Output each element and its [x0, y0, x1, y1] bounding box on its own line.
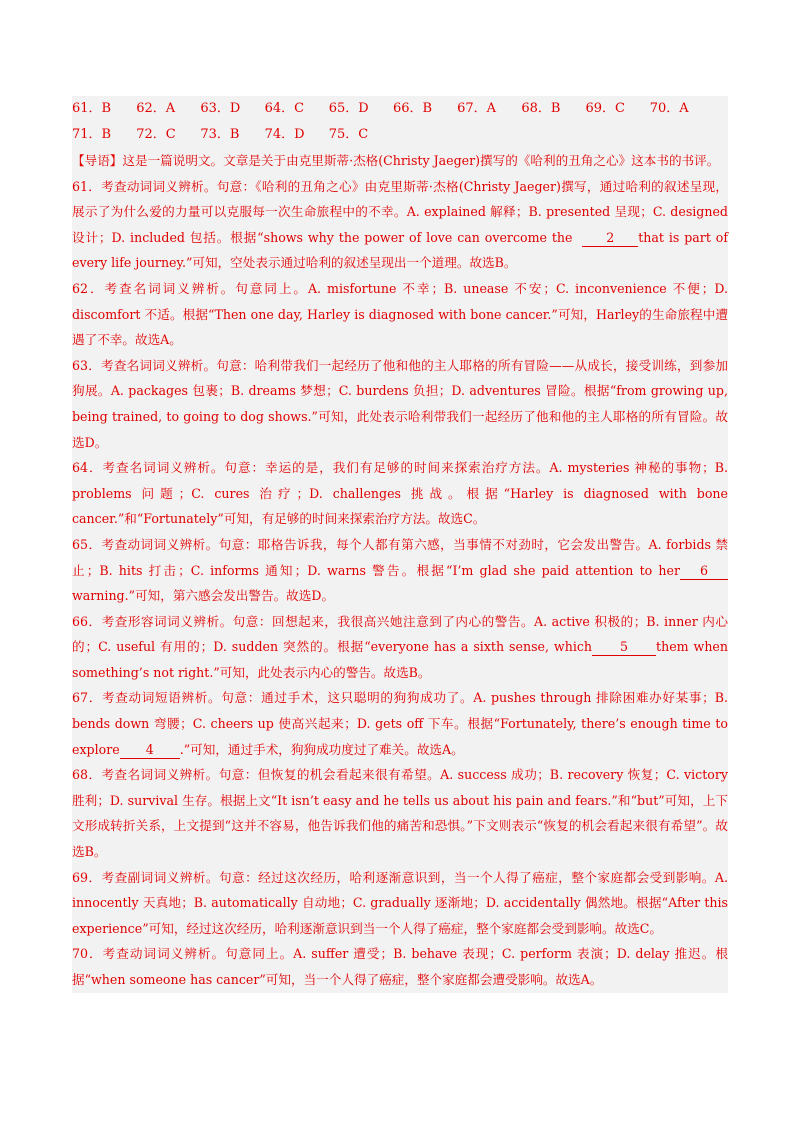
explanation-67 [72, 685, 728, 762]
answer-63: 63．D [200, 101, 241, 116]
answer-61: 61．B [72, 101, 112, 116]
explanation-66-text: 66．考查形容词词义辨析。句意：回想起来，我很高兴她注意到了内心的警告。A. active 积极的；B. inner 内心的；C. useful 有用的；D. sudden 突然的。根据“everyone has a sixth sense, which [72, 613, 728, 655]
answer-row-1 [72, 96, 728, 122]
answer-69: 69．C [585, 101, 625, 116]
explanation-64: 64．考查名词词义辨析。句意：幸运的是，我们有足够的时间来探索治疗方法。A. mysteries 神秘的事物；B. problems 问题；C. cures 治疗；D. challenges 挑战。根据“Harley is diagnosed with bone cancer.”和“Fortunately”可知，有足够的时间来探索治疗方法。故选C。 [72, 460, 728, 527]
answer-66: 66．B [392, 101, 433, 116]
answer-65: 65．D [328, 101, 369, 116]
explanation-65 [72, 532, 728, 609]
answer-74: 74．D [264, 127, 305, 142]
answer-62: 62．A [136, 101, 176, 116]
answer-75: 75．C [328, 127, 369, 142]
explanation-68: 68．考查名词词义辨析。句意：但恢复的机会看起来很有希望。A. success 成功；B. recovery 恢复；C. victory 胜利；D. survival 生存。根据上文“It isn’t easy and he tells us about his pain and fears.”和“but”可知，上下文形成转折关系，上文提到“这并不容易，他告诉我们他的痛苦和恐惧。”下文则表示“恢复的机会看起来很有希望”。故选B。 [72, 767, 728, 860]
answer-67: 67．A [457, 101, 497, 116]
blank-2: 2 [582, 230, 638, 247]
answer-72: 72．C [136, 127, 176, 142]
blank-4: 4 [120, 742, 180, 759]
explanation-63: 63．考查名词词义辨析。句意：哈利带我们一起经历了他和他的主人耶格的所有冒险——从成长，接受训练，到参加狗展。A. packages 包裹；B. dreams 梦想；C. burdens 负担；D. adventures 冒险。根据“from growing up, being trained, to going to dog shows.”可知，此处表示哈利带我们一起经历了他和他的主人耶格的所有冒险。故选D。 [72, 357, 728, 450]
answer-70: 70．A [649, 101, 689, 116]
answer-68: 68．B [521, 101, 561, 116]
intro-paragraph: 【导语】这是一篇说明文。文章是关于由克里斯蒂·杰格(Christy Jaeger)撰写的《哈利的丑角之心》这本书的书评。 [72, 153, 720, 168]
explanation-66-text-cont: them when something’s not right.”可知，此处表示内心的警告。故选B。 [72, 639, 728, 680]
answer-key [72, 96, 728, 148]
blank-6: 6 [680, 563, 728, 580]
explanation-67-text-cont: .”可知，通过手术，狗狗成功度过了难关。故选A。 [179, 741, 464, 757]
explanation-66 [72, 609, 728, 686]
answer-71: 71．B [72, 127, 112, 142]
explanation-62: 62．考查名词词义辨析。句意同上。A. misfortune 不幸；B. unease 不安；C. inconvenience 不便；D. discomfort 不适。根据“Then one day, Harley is diagnosed with bone cancer.”可知，Harley的生命旅程中遭遇了不幸。故选A。 [72, 280, 728, 348]
blank-5: 5 [592, 639, 656, 656]
answer-73: 73．B [200, 127, 240, 142]
explanation-67-text: 67．考查动词短语辨析。句意：通过手术，这只聪明的狗狗成功了。A. pushes through 排除困难办好某事；B. bends down 弯腰；C. cheers up 使高兴起来；D. gets off 下车。根据“Fortunately, there’s enough time to explore [72, 690, 728, 757]
explanation-65-text: 65．考查动词词义辨析。句意：耶格告诉我，每个人都有第六感，当事情不对劲时，它会发出警告。A. forbids 禁止；B. hits 打击；C. informs 通知；D. warns 警告。根据“I’m glad she paid attention to her [72, 536, 728, 578]
answer-explanation-block [72, 96, 728, 993]
explanation-70: 70．考查动词词义辨析。句意同上。A. suffer 遭受；B. behave 表现；C. perform 表演；D. delay 推迟。根据“when someone has cancer”可知，当一个人得了癌症，整个家庭都会遭受影响。故选A。 [72, 946, 728, 987]
explanation-61 [72, 174, 728, 276]
answer-64: 64．C [264, 101, 305, 116]
explanation-61-text: 61．考查动词词义辨析。句意：《哈利的丑角之心》由克里斯蒂·杰格(Christy Jaeger)撰写，通过哈利的叙述呈现，展示了为什么爱的力量可以克服每一次生命旅程中的不幸。A. explained 解释；B. presented 呈现；C. designed 设计；D. included 包括。根据“shows why the power of love can overcome the [72, 178, 728, 245]
explanation-65-text-cont: warning.”可知，第六感会发出警告。故选D。 [72, 588, 335, 604]
answer-row-2 [72, 122, 728, 148]
explanation-61-text-cont: that is part of every life journey.”可知，空处表示通过哈利的叙述呈现出一个道理。故选B。 [72, 229, 729, 271]
explanation-69: 69．考查副词词义辨析。句意：经过这次经历，哈利逐渐意识到，当一个人得了癌症，整个家庭都会受到影响。A. innocently 天真地；B. automatically 自动地；C. gradually 逐渐地；D. accidentally 偶然地。根据“After this experience”可知，经过这次经历，哈利逐渐意识到当一个人得了癌症，整个家庭都会受到影响。故选C。 [72, 869, 728, 936]
